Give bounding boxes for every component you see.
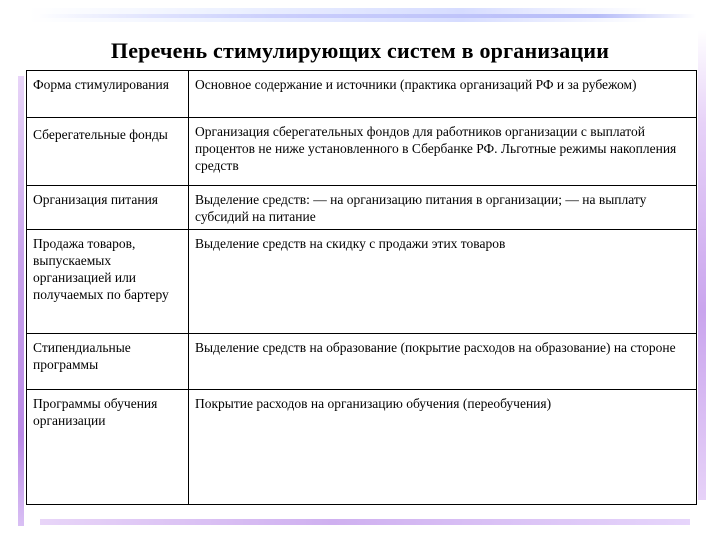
form-cell: Стипендиальные программы: [27, 334, 189, 390]
header-form-cell: Форма стимулирования: [27, 71, 189, 118]
table-row: [27, 390, 697, 505]
content-cell: Выделение средств: — на организацию питания в организации; — на выплату субсидий на питание: [189, 186, 697, 230]
table-header-row: [27, 71, 697, 118]
decorative-bottom-bar: [40, 519, 690, 525]
table-row: [27, 334, 697, 390]
header-content-cell: Основное содержание и источники (практика организаций РФ и за рубежом): [189, 71, 697, 118]
page-title: Перечень стимулирующих систем в организации: [110, 38, 610, 63]
content-cell: Выделение средств на скидку с продажи этих товаров: [189, 230, 697, 334]
content-cell: Выделение средств на образование (покрытие расходов на образование) на стороне: [189, 334, 697, 390]
form-cell-text: Сберегательные фонды: [33, 127, 168, 142]
table-row: [27, 118, 697, 186]
form-cell: Организация питания: [27, 186, 189, 230]
form-cell: Программы обучения организации: [27, 390, 189, 505]
form-cell: Продажа товаров, выпускаемых организацией или получаемых по бартеру: [27, 230, 189, 334]
decorative-top-line: [36, 14, 696, 18]
decorative-right-bar: [698, 30, 706, 500]
table-row: [27, 230, 697, 334]
content-cell: Покрытие расходов на организацию обучения (переобучения): [189, 390, 697, 505]
table-row: [27, 186, 697, 230]
content-cell: Организация сберегательных фондов для работников организации с выплатой процентов не ниже установленного в Сбербанке РФ. Льготные режимы накопления средств: [189, 118, 697, 186]
stimulus-systems-table: [26, 70, 697, 505]
decorative-left-bar: [18, 76, 24, 526]
form-cell: [27, 118, 189, 186]
